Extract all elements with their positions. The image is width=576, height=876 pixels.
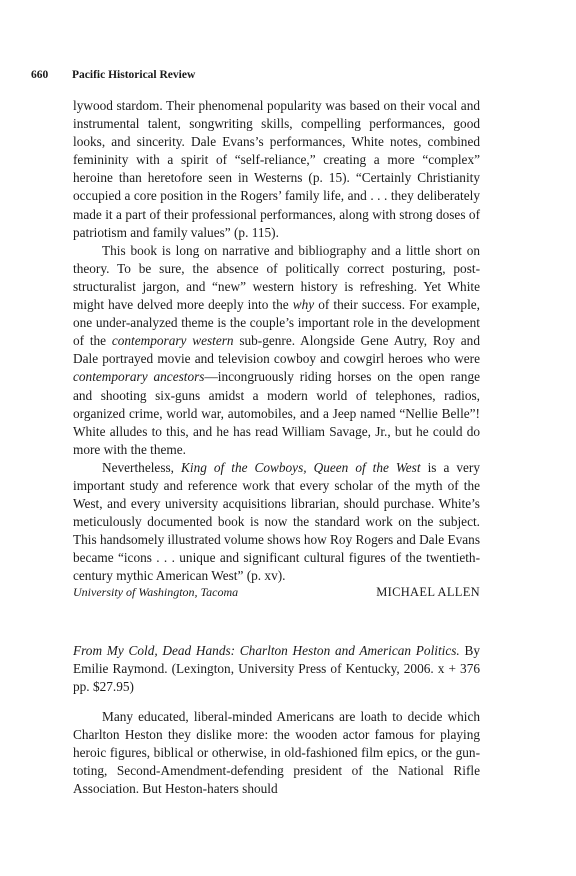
publication-details: By Emilie Raymond. (Lexington, University Press of Kentucky, 2006. x + 376 pp. $27.95) [73, 643, 480, 695]
reviewer-name: MICHAEL ALLEN [376, 585, 480, 599]
text-run: of their success. For example, one under-analyzed theme is the couple’s important role in the development of the [73, 297, 480, 349]
paragraph [73, 242, 480, 459]
journal-title: Pacific Historical Review [72, 69, 196, 81]
text-run: sub-genre. Alongside Gene Autry, Roy and Dale portrayed movie and television cowboy and cowgirl heroes who were [73, 333, 480, 367]
emphasis: contemporary ancestors [73, 369, 205, 385]
paragraph [73, 459, 480, 586]
citation [73, 642, 480, 696]
review-2-body [73, 708, 480, 798]
emphasis: contemporary western [111, 333, 234, 349]
review-1-body [73, 97, 480, 586]
book-title: King of the Cowboys, Queen of the West [181, 459, 421, 475]
review-2-citation [73, 642, 480, 696]
paragraph: Many educated, liberal-minded Americans are loath to decide which Charlton Heston they dislike more: the wooden actor famous for playing heroic figures, biblical or otherwise, in old-fashioned film epics, or the gun-toting, Second-Amendment-defending president of the National Rifle Association. But Heston-haters should [73, 709, 480, 797]
emphasis: why [292, 297, 315, 313]
text-run: is a very important study and reference work that every scholar of the myth of the West, and every university acquisitions librarian, should purchase. White’s meticulously documented book is now the standard work on the subject. This handsomely illustrated volume shows how Roy Rogers and Dale Evans became “icons . . . unique and significant cultural figures of the twentieth-century mythic American West” (p. xv). [73, 459, 480, 584]
text-run: —incongruously riding horses on the open range and shooting six-guns amidst a modern world of telephones, radios, organized crime, world war, automobiles, and a Jeep named “Nellie Belle”! White alludes to this, and he has read William Savage, Jr., but he could do more with the theme. [73, 369, 480, 457]
running-head [31, 69, 471, 81]
reviewer-affiliation: University of Washington, Tacoma [73, 585, 239, 599]
paragraph: lywood stardom. Their phenomenal popularity was based on their vocal and instrumental talent, songwriting skills, compelling performances, good looks, and sincerity. Dale Evans’s performances, White notes, combined femininity with a spirit of “self-reliance,” creating a more “complex” heroine than heretofore seen in Westerns (p. 15). “Certainly Christianity occupied a core position in the Rogers’ family life, and . . . they deliberately made it a part of their professional performances, along with strong doses of patriotism and family values” (p. 115). [73, 98, 480, 240]
page-number: 660 [31, 69, 49, 81]
text-run: This book is long on narrative and bibliography and a little short on theory. To be sure, the absence of politically correct posturing, post-structuralist jargon, and “new” western history is refreshing. Yet White might have delved more deeply into the [73, 242, 480, 313]
book-title: From My Cold, Dead Hands: Charlton Heston and American Politics. [73, 643, 460, 658]
text-run: Nevertheless, [102, 459, 182, 475]
review-1-signature [73, 585, 480, 600]
